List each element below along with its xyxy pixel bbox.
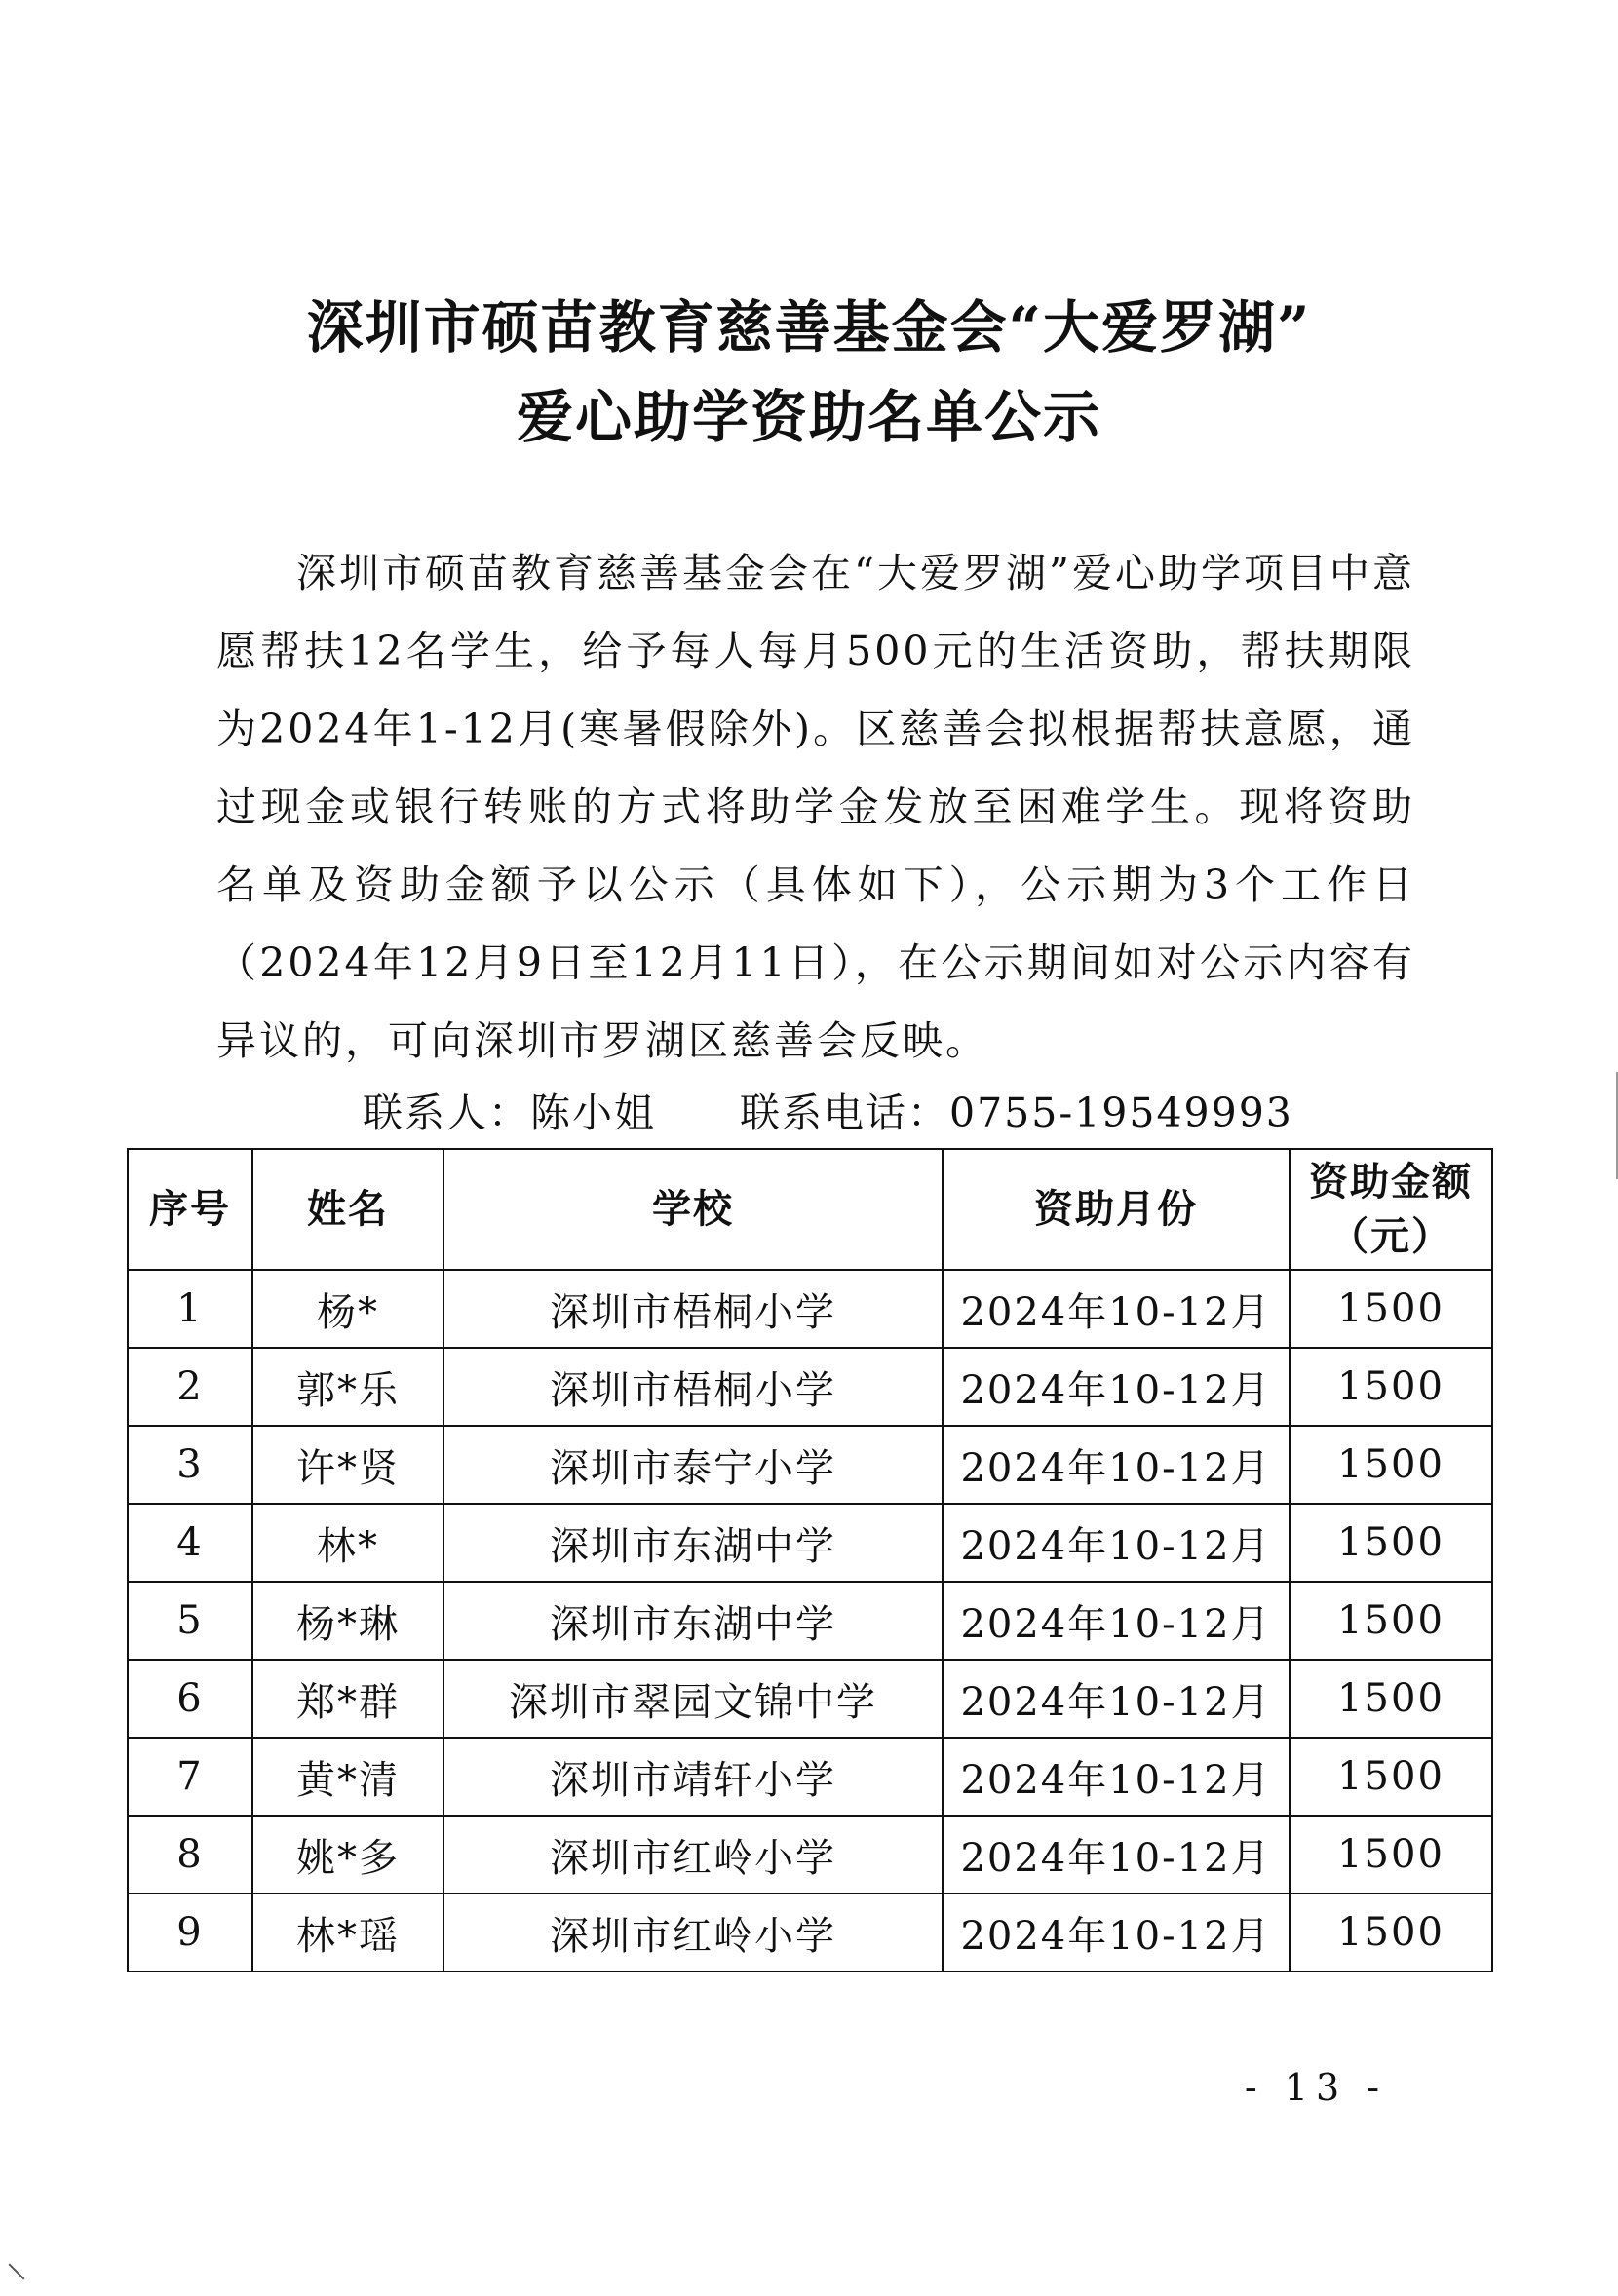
document-title xyxy=(0,283,1618,462)
cell-amount: 1500 xyxy=(1290,1660,1492,1738)
cell-index: 6 xyxy=(128,1660,252,1738)
announcement-paragraph: 深圳市硕苗教育慈善基金会在“大爱罗湖”爱心助学项目中意愿帮扶12名学生，给予每人每月500元的生活资助，帮扶期限为2024年1-12月(寒暑假除外)。区慈善会拟根据帮扶意愿，通过现金或银行转账的方式将助学金发放至困难学生。现将资助名单及资助金额予以公示（具体如下），公示期为3个工作日（2024年12月9日至12月11日），在公示期间如对公示内容有异议的，可向深圳市罗湖区慈善会反映。 xyxy=(216,550,1415,1064)
table-row xyxy=(128,1270,1492,1348)
cell-school: 深圳市东湖中学 xyxy=(443,1582,943,1660)
cell-index: 3 xyxy=(128,1426,252,1504)
table-row xyxy=(128,1426,1492,1504)
cell-school: 深圳市东湖中学 xyxy=(443,1504,943,1582)
cell-index: 1 xyxy=(128,1270,252,1348)
cell-index: 7 xyxy=(128,1738,252,1816)
cell-school: 深圳市梧桐小学 xyxy=(443,1270,943,1348)
title-line-1: 深圳市硕苗教育慈善基金会“大爱罗湖” xyxy=(306,294,1312,361)
cell-name: 林* xyxy=(252,1504,443,1582)
cell-amount: 1500 xyxy=(1290,1738,1492,1816)
table-row xyxy=(128,1816,1492,1894)
title-line-2: 爱心助学资助名单公示 xyxy=(516,384,1101,450)
cell-school: 深圳市红岭小学 xyxy=(443,1894,943,1971)
cell-months: 2024年10-12月 xyxy=(943,1504,1290,1582)
table-row xyxy=(128,1660,1492,1738)
cell-amount: 1500 xyxy=(1290,1582,1492,1660)
aid-list-table xyxy=(127,1148,1493,1972)
cell-amount: 1500 xyxy=(1290,1894,1492,1971)
cell-index: 9 xyxy=(128,1894,252,1971)
table-header-row xyxy=(128,1149,1492,1270)
cell-name: 林*瑶 xyxy=(252,1894,443,1971)
table-row xyxy=(128,1738,1492,1816)
cell-school: 深圳市泰宁小学 xyxy=(443,1426,943,1504)
table-row xyxy=(128,1348,1492,1426)
cell-index: 2 xyxy=(128,1348,252,1426)
cell-amount: 1500 xyxy=(1290,1426,1492,1504)
cell-amount: 1500 xyxy=(1290,1816,1492,1894)
cell-months: 2024年10-12月 xyxy=(943,1426,1290,1504)
cell-months: 2024年10-12月 xyxy=(943,1348,1290,1426)
cell-name: 许*贤 xyxy=(252,1426,443,1504)
cell-months: 2024年10-12月 xyxy=(943,1582,1290,1660)
contact-phone: 联系电话：0755-19549993 xyxy=(740,1090,1293,1136)
header-amount: 资助金额（元） xyxy=(1290,1149,1492,1270)
header-months: 资助月份 xyxy=(943,1149,1290,1270)
cell-name: 姚*多 xyxy=(252,1816,443,1894)
table-row xyxy=(128,1504,1492,1582)
cell-name: 郭*乐 xyxy=(252,1348,443,1426)
table-row xyxy=(128,1894,1492,1971)
cell-name: 黄*清 xyxy=(252,1738,443,1816)
header-name: 姓名 xyxy=(252,1149,443,1270)
cell-school: 深圳市梧桐小学 xyxy=(443,1348,943,1426)
header-index: 序号 xyxy=(128,1149,252,1270)
cell-school: 深圳市翠园文锦中学 xyxy=(443,1660,943,1738)
table-row xyxy=(128,1582,1492,1660)
cell-amount: 1500 xyxy=(1290,1270,1492,1348)
cell-name: 杨*琳 xyxy=(252,1582,443,1660)
cell-school: 深圳市红岭小学 xyxy=(443,1816,943,1894)
page-number: - 13 - xyxy=(1244,2066,1388,2109)
cell-name: 郑*群 xyxy=(252,1660,443,1738)
cell-index: 8 xyxy=(128,1816,252,1894)
cell-index: 5 xyxy=(128,1582,252,1660)
cell-amount: 1500 xyxy=(1290,1504,1492,1582)
cell-months: 2024年10-12月 xyxy=(943,1270,1290,1348)
cell-months: 2024年10-12月 xyxy=(943,1738,1290,1816)
cell-months: 2024年10-12月 xyxy=(943,1816,1290,1894)
contact-person: 联系人：陈小姐 xyxy=(363,1090,656,1136)
contact-line xyxy=(363,1084,1435,1142)
cell-school: 深圳市靖轩小学 xyxy=(443,1738,943,1816)
cell-months: 2024年10-12月 xyxy=(943,1660,1290,1738)
cell-name: 杨* xyxy=(252,1270,443,1348)
scan-corner-mark xyxy=(9,2264,25,2280)
cell-months: 2024年10-12月 xyxy=(943,1894,1290,1971)
header-school: 学校 xyxy=(443,1149,943,1270)
cell-amount: 1500 xyxy=(1290,1348,1492,1426)
cell-index: 4 xyxy=(128,1504,252,1582)
